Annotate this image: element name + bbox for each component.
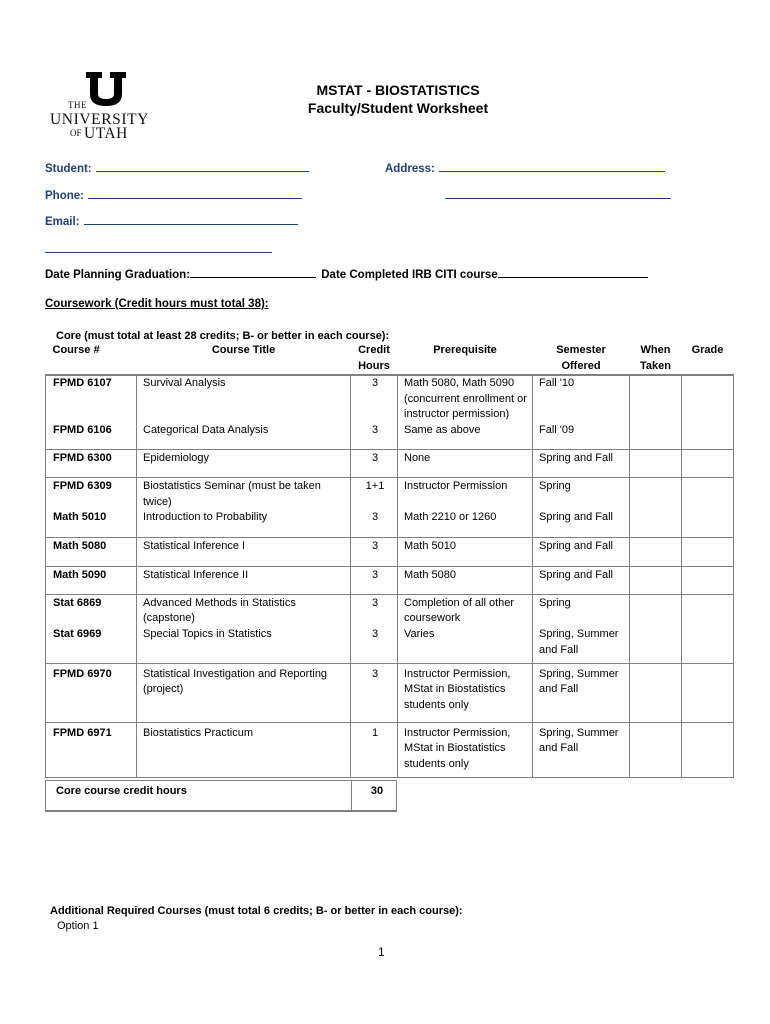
core-credit-total [45, 780, 397, 812]
table-row [46, 375, 734, 423]
course-num: Stat 6869 [46, 594, 137, 627]
course-prereq: Instructor Permission [398, 478, 533, 511]
course-credits: 3 [351, 423, 398, 450]
logo-the: THE [68, 100, 87, 110]
course-semester: Fall '09 [533, 423, 630, 450]
course-title: Biostatistics Practicum [137, 722, 351, 777]
when-taken-cell[interactable] [630, 566, 682, 594]
table-row [46, 566, 734, 594]
col-prerequisite: Prerequisite [433, 344, 497, 356]
course-num: FPMD 6300 [46, 450, 137, 478]
grad-input-line[interactable] [190, 267, 316, 278]
course-prereq: Math 5080 [398, 566, 533, 594]
course-semester: Fall '10 [533, 375, 630, 423]
grade-cell[interactable] [682, 627, 734, 663]
grade-cell[interactable] [682, 510, 734, 537]
course-num: FPMD 6106 [46, 423, 137, 450]
course-prereq: Math 5010 [398, 537, 533, 566]
phone-input-line[interactable] [88, 188, 302, 199]
course-num: FPMD 6309 [46, 478, 137, 511]
course-credits: 3 [351, 594, 398, 627]
col-credit-hours: Credit Hours [358, 344, 390, 372]
option-label: Option 1 [57, 920, 99, 932]
course-title: Special Topics in Statistics [137, 627, 351, 663]
when-taken-cell[interactable] [630, 510, 682, 537]
course-title: Epidemiology [137, 450, 351, 478]
grade-cell[interactable] [682, 478, 734, 511]
table-row [46, 627, 734, 663]
core-total-label: Core course credit hours [56, 785, 187, 797]
course-credits: 1+1 [351, 478, 398, 511]
table-row [46, 510, 734, 537]
table-row [46, 450, 734, 478]
phone-label: Phone: [45, 190, 84, 202]
grade-cell[interactable] [682, 537, 734, 566]
course-semester: Spring and Fall [533, 537, 630, 566]
table-row [46, 594, 734, 627]
irb-input-line[interactable] [498, 267, 648, 278]
phone-field[interactable] [45, 188, 302, 202]
grad-label: Date Planning Graduation: [45, 269, 191, 281]
course-title: Statistical Inference I [137, 537, 351, 566]
course-semester: Spring and Fall [533, 566, 630, 594]
additional-courses-heading: Additional Required Courses (must total 6 credits; B- or better in each course): [50, 905, 463, 917]
course-prereq: Varies [398, 627, 533, 663]
course-semester: Spring, Summer and Fall [533, 627, 630, 663]
course-semester: Spring [533, 478, 630, 511]
when-taken-cell[interactable] [630, 375, 682, 423]
when-taken-cell[interactable] [630, 478, 682, 511]
table-row [46, 423, 734, 450]
student-input-line[interactable] [96, 161, 309, 172]
extra-line[interactable] [45, 242, 272, 256]
email-label: Email: [45, 216, 80, 228]
extra-input-line[interactable] [45, 242, 272, 253]
course-num: Math 5090 [46, 566, 137, 594]
course-title: Biostatistics Seminar (must be taken twice) [137, 478, 351, 511]
email-input-line[interactable] [84, 214, 298, 225]
when-taken-cell[interactable] [630, 627, 682, 663]
document-subtitle: Faculty/Student Worksheet [307, 100, 489, 116]
page-number: 1 [378, 945, 385, 959]
course-prereq: Same as above [398, 423, 533, 450]
core-heading: Core (must total at least 28 credits; B- or better in each course): [56, 330, 390, 342]
core-course-table [45, 343, 734, 778]
course-num: FPMD 6970 [46, 663, 137, 722]
table-row [46, 722, 734, 777]
address-label: Address: [385, 163, 435, 175]
table-header-row [46, 343, 734, 375]
course-credits: 3 [351, 663, 398, 722]
course-semester: Spring, Summer and Fall [533, 722, 630, 777]
course-title: Statistical Investigation and Reporting (project) [137, 663, 351, 722]
university-logo [48, 72, 152, 144]
address-line-2[interactable] [445, 188, 671, 202]
coursework-heading: Coursework (Credit hours must total 38): [45, 298, 269, 310]
student-label: Student: [45, 163, 92, 175]
when-taken-cell[interactable] [630, 450, 682, 478]
course-num: Math 5080 [46, 537, 137, 566]
col-when-taken: When Taken [640, 344, 671, 372]
irb-label: Date Completed IRB CITI course [321, 269, 498, 281]
grade-cell[interactable] [682, 423, 734, 450]
student-field[interactable] [45, 161, 309, 175]
course-credits: 3 [351, 537, 398, 566]
grade-cell[interactable] [682, 375, 734, 423]
course-credits: 3 [351, 510, 398, 537]
course-semester: Spring and Fall [533, 510, 630, 537]
course-semester: Spring, Summer and Fall [533, 663, 630, 722]
table-row [46, 478, 734, 511]
course-prereq: Math 5080, Math 5090 (concurrent enrollment or instructor permission) [398, 375, 533, 423]
course-credits: 3 [351, 450, 398, 478]
course-title: Categorical Data Analysis [137, 423, 351, 450]
block-u-icon [86, 72, 126, 106]
course-credits: 3 [351, 627, 398, 663]
table-row [46, 663, 734, 722]
address-input-line[interactable] [439, 161, 665, 172]
course-prereq: Completion of all other coursework [398, 594, 533, 627]
logo-university: UNIVERSITY [50, 111, 149, 128]
course-num: FPMD 6971 [46, 722, 137, 777]
course-prereq: Instructor Permission, MStat in Biostatistics students only [398, 663, 533, 722]
col-course-title: Course Title [211, 344, 276, 356]
table-row [46, 537, 734, 566]
when-taken-cell[interactable] [630, 594, 682, 627]
when-taken-cell[interactable] [630, 423, 682, 450]
course-credits: 3 [351, 375, 398, 423]
address-input-line-2[interactable] [445, 188, 671, 199]
grade-cell[interactable] [682, 450, 734, 478]
course-semester: Spring [533, 594, 630, 627]
when-taken-cell[interactable] [630, 663, 682, 722]
address-field[interactable] [385, 161, 665, 175]
logo-utah: UTAH [84, 125, 128, 142]
col-grade: Grade [691, 344, 724, 356]
course-title: Advanced Methods in Statistics (capstone) [137, 594, 351, 627]
course-title: Statistical Inference II [137, 566, 351, 594]
email-field[interactable] [45, 214, 298, 228]
course-credits: 1 [351, 722, 398, 777]
logo-of: OF [70, 128, 82, 138]
document-title: MSTAT - BIOSTATISTICS [316, 82, 480, 98]
course-semester: Spring and Fall [533, 450, 630, 478]
course-prereq: Math 2210 or 1260 [398, 510, 533, 537]
course-title: Survival Analysis [137, 375, 351, 423]
course-num: Math 5010 [46, 510, 137, 537]
course-num: Stat 6969 [46, 627, 137, 663]
core-total-divider [351, 781, 352, 810]
col-course-num: Course # [52, 344, 100, 356]
course-num: FPMD 6107 [46, 375, 137, 423]
when-taken-cell[interactable] [630, 722, 682, 777]
course-credits: 3 [351, 566, 398, 594]
grade-cell[interactable] [682, 594, 734, 627]
grade-cell[interactable] [682, 722, 734, 777]
course-prereq: None [398, 450, 533, 478]
course-title: Introduction to Probability [137, 510, 351, 537]
grade-cell[interactable] [682, 663, 734, 722]
dates-row [45, 267, 648, 281]
core-total-value: 30 [370, 785, 384, 797]
course-prereq: Instructor Permission, MStat in Biostatistics students only [398, 722, 533, 777]
when-taken-cell[interactable] [630, 537, 682, 566]
grade-cell[interactable] [682, 566, 734, 594]
col-semester: Semester Offered [556, 344, 606, 372]
